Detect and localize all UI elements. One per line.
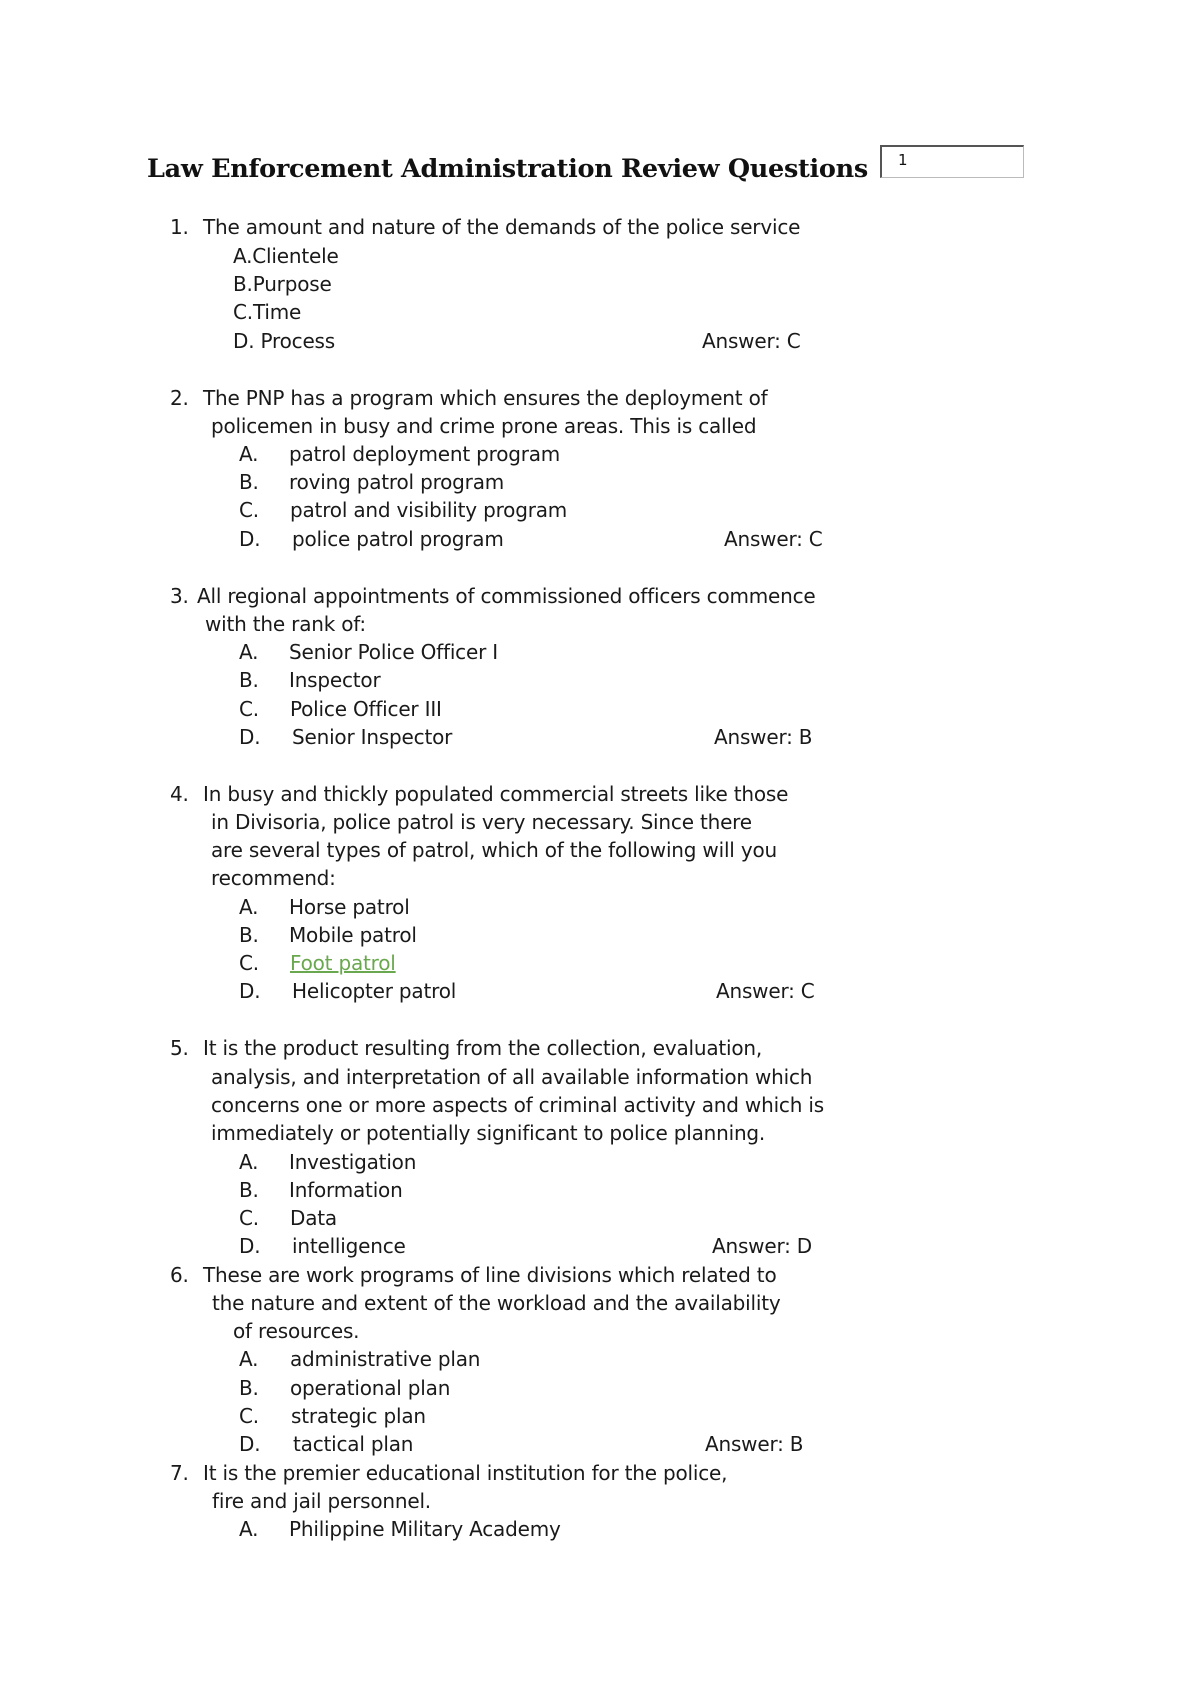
option-letter: D. bbox=[239, 979, 261, 1003]
answer-label: Answer: D bbox=[712, 1234, 813, 1258]
option-text: Investigation bbox=[289, 1150, 417, 1174]
question-number: 4. bbox=[170, 782, 189, 806]
option-letter: D. bbox=[239, 527, 261, 551]
option-letter: D. bbox=[239, 725, 261, 749]
option-d bbox=[233, 329, 335, 353]
option-text: Mobile patrol bbox=[289, 923, 417, 947]
question-number: 7. bbox=[170, 1461, 189, 1485]
option-letter: C. bbox=[239, 697, 259, 721]
question-number: 6. bbox=[170, 1263, 189, 1287]
option-text: Inspector bbox=[289, 668, 381, 692]
option-letter: C. bbox=[239, 951, 259, 975]
document-title: Law Enforcement Administration Review Questions bbox=[147, 154, 868, 184]
answer-label: Answer: C bbox=[702, 329, 801, 353]
option-text: Information bbox=[289, 1178, 403, 1202]
option-letter: B. bbox=[239, 668, 259, 692]
option-letter: A. bbox=[239, 1517, 259, 1541]
option-letter: B. bbox=[239, 923, 259, 947]
option-letter: D. bbox=[239, 1234, 261, 1258]
option-letter: D. bbox=[239, 1432, 261, 1456]
option-text: patrol deployment program bbox=[289, 442, 561, 466]
question-stem: are several types of patrol, which of the following will you bbox=[211, 838, 777, 862]
option-letter: C. bbox=[239, 1404, 259, 1428]
option-text: administrative plan bbox=[290, 1347, 481, 1371]
answer-label: Answer: C bbox=[716, 979, 815, 1003]
option-letter: B. bbox=[239, 1178, 259, 1202]
option-letter: B. bbox=[239, 470, 259, 494]
question-stem: All regional appointments of commissioned officers commence bbox=[197, 584, 816, 608]
option-letter: A. bbox=[239, 895, 259, 919]
question-stem: policemen in busy and crime prone areas. This is called bbox=[211, 414, 757, 438]
option-text: Philippine Military Academy bbox=[289, 1517, 561, 1541]
question-stem: of resources. bbox=[233, 1319, 360, 1343]
option-letter: C. bbox=[239, 1206, 259, 1230]
option-letter: C. bbox=[233, 300, 253, 324]
option-a bbox=[233, 244, 339, 268]
option-letter: A. bbox=[239, 640, 259, 664]
option-letter: A. bbox=[239, 1150, 259, 1174]
question-stem: the nature and extent of the workload and the availability bbox=[212, 1291, 781, 1315]
option-letter: B. bbox=[233, 272, 253, 296]
question-stem: The PNP has a program which ensures the deployment of bbox=[203, 386, 768, 410]
page-number-box bbox=[880, 145, 1024, 178]
option-text: strategic plan bbox=[291, 1404, 426, 1428]
option-b bbox=[233, 272, 332, 296]
question-stem: The amount and nature of the demands of the police service bbox=[203, 215, 801, 239]
question-number: 1. bbox=[170, 215, 189, 239]
question-stem: concerns one or more aspects of criminal activity and which is bbox=[211, 1093, 824, 1117]
page-number: 1 bbox=[898, 151, 908, 169]
question-stem: with the rank of: bbox=[205, 612, 366, 636]
option-text: Clientele bbox=[252, 244, 339, 268]
question-stem: in Divisoria, police patrol is very necessary. Since there bbox=[211, 810, 752, 834]
question-number: 5. bbox=[170, 1036, 189, 1060]
option-letter: B. bbox=[239, 1376, 259, 1400]
option-letter: A. bbox=[239, 442, 259, 466]
option-text: Police Officer III bbox=[290, 697, 442, 721]
option-text-highlighted[interactable]: Foot patrol bbox=[290, 951, 396, 975]
option-text: operational plan bbox=[290, 1376, 451, 1400]
question-number: 2. bbox=[170, 386, 189, 410]
question-stem: These are work programs of line divisions which related to bbox=[203, 1263, 777, 1287]
option-letter: A. bbox=[233, 244, 253, 268]
option-letter: C. bbox=[239, 498, 259, 522]
option-text: Horse patrol bbox=[289, 895, 410, 919]
option-text: police patrol program bbox=[292, 527, 504, 551]
option-text: Purpose bbox=[252, 272, 332, 296]
question-stem: In busy and thickly populated commercial streets like those bbox=[203, 782, 789, 806]
option-text: Time bbox=[252, 300, 302, 324]
option-text: Helicopter patrol bbox=[292, 979, 457, 1003]
question-stem: analysis, and interpretation of all available information which bbox=[211, 1065, 813, 1089]
option-text: intelligence bbox=[292, 1234, 406, 1258]
option-letter: A. bbox=[239, 1347, 259, 1371]
option-text: tactical plan bbox=[293, 1432, 414, 1456]
question-stem: recommend: bbox=[211, 866, 336, 890]
option-c bbox=[233, 300, 301, 324]
option-letter: D. bbox=[233, 329, 255, 353]
question-number: 3. bbox=[170, 584, 189, 608]
option-text: patrol and visibility program bbox=[290, 498, 568, 522]
answer-label: Answer: B bbox=[705, 1432, 804, 1456]
question-stem: immediately or potentially significant to police planning. bbox=[211, 1121, 766, 1145]
option-text: roving patrol program bbox=[289, 470, 505, 494]
question-stem: It is the premier educational institution for the police, bbox=[203, 1461, 728, 1485]
question-stem: It is the product resulting from the collection, evaluation, bbox=[203, 1036, 763, 1060]
option-text: Process bbox=[260, 329, 336, 353]
question-stem: fire and jail personnel. bbox=[212, 1489, 431, 1513]
answer-label: Answer: C bbox=[724, 527, 823, 551]
option-text: Data bbox=[290, 1206, 337, 1230]
answer-label: Answer: B bbox=[714, 725, 813, 749]
option-text: Senior Inspector bbox=[292, 725, 453, 749]
option-text: Senior Police Officer I bbox=[289, 640, 498, 664]
